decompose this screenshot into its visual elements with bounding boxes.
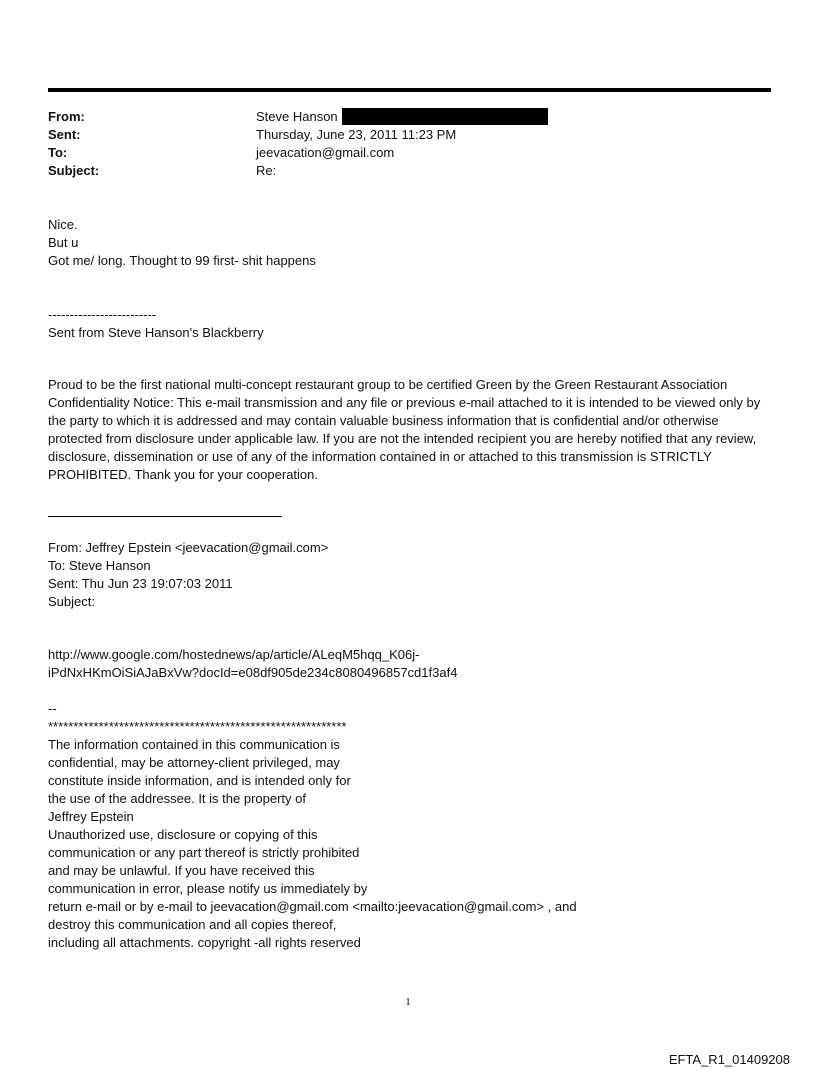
to-label: To:: [48, 145, 68, 160]
link-line-2: iPdNxHKmOiSiAJaBxVw?docId=e08df905de234c8080496857cd1f3af4: [48, 665, 458, 680]
disclaimer-line: including all attachments. copyright -all rights reserved: [48, 935, 361, 950]
signature-text: Sent from Steve Hanson's Blackberry: [48, 325, 264, 340]
page-number: 1: [405, 996, 411, 1008]
disclaimer-line: destroy this communication and all copies thereof,: [48, 917, 337, 932]
disclaimer-line: Jeffrey Epstein: [48, 809, 134, 824]
quoted-from: From: Jeffrey Epstein <jeevacation@gmail.com>: [48, 540, 329, 555]
quoted-header: [48, 539, 773, 611]
disclaimer-line: and may be unlawful. If you have received this: [48, 863, 315, 878]
subject-value: Re:: [256, 163, 277, 178]
redaction-box: [342, 108, 548, 125]
quoted-sent: Sent: Thu Jun 23 19:07:03 2011: [48, 576, 233, 591]
signature-separator: -------------------------: [48, 307, 157, 322]
quoted-to: To: Steve Hanson: [48, 558, 151, 573]
to-row: [48, 144, 768, 162]
confidentiality-notice: [48, 376, 773, 484]
disclaimer-stars: ***********************************************************: [48, 719, 347, 734]
from-value: [256, 108, 768, 126]
email-header: [48, 108, 768, 180]
disclaimer-dash: --: [48, 701, 57, 716]
link-line-1: http://www.google.com/hostednews/ap/article/ALeqM5hqq_K06j-: [48, 647, 420, 662]
subject-label: Subject:: [48, 163, 100, 178]
quoted-link: [48, 646, 773, 682]
signature-block: [48, 306, 773, 342]
disclaimer-line: confidential, may be attorney-client privileged, may: [48, 755, 340, 770]
sent-label: Sent:: [48, 127, 81, 142]
disclaimer-line: return e-mail or by e-mail to jeevacation@gmail.com <mailto:jeevacation@gmail.com> , and: [48, 899, 577, 914]
disclaimer-block: [48, 700, 773, 952]
disclaimer-line: the use of the addressee. It is the property of: [48, 791, 306, 806]
disclaimer-line: communication in error, please notify us immediately by: [48, 881, 368, 896]
subject-row: [48, 162, 768, 180]
body-line: Got me/ long. Thought to 99 first- shit happens: [48, 253, 316, 268]
from-name: Steve Hanson: [256, 109, 338, 124]
message-body: [48, 216, 773, 270]
sent-value: Thursday, June 23, 2011 11:23 PM: [256, 127, 457, 142]
from-label: From:: [48, 109, 85, 124]
from-row: [48, 108, 768, 126]
disclaimer-line: The information contained in this communication is: [48, 737, 340, 752]
quoted-subject: Subject:: [48, 594, 95, 609]
notice-text: Proud to be the first national multi-concept restaurant group to be certified Green by the Green Restaurant Association Confidentiality Notice: This e-mail transmission and any file or previous e-mail attached to it is intended to be viewed only by the party to which it is addressed and may contain valuable business information that is confidential and/or otherwise protected from disclosure under applicable law. If you are not the intended recipient you are hereby notified that any review, disclosure, dissemination or use of any of the information contained in or attached to this transmission is STRICTLY PROHIBITED. Thank you for your cooperation.: [48, 377, 764, 482]
disclaimer-line: Unauthorized use, disclosure or copying of this: [48, 827, 318, 842]
body-line: But u: [48, 235, 79, 250]
disclaimer-line: constitute inside information, and is intended only for: [48, 773, 351, 788]
sent-row: [48, 126, 768, 144]
header-rule: [48, 88, 771, 92]
to-value: jeevacation@gmail.com: [256, 145, 395, 160]
document-id: EFTA_R1_01409208: [668, 1052, 790, 1067]
quote-divider: [48, 516, 282, 517]
body-line: Nice.: [48, 217, 78, 232]
disclaimer-line: communication or any part thereof is strictly prohibited: [48, 845, 360, 860]
